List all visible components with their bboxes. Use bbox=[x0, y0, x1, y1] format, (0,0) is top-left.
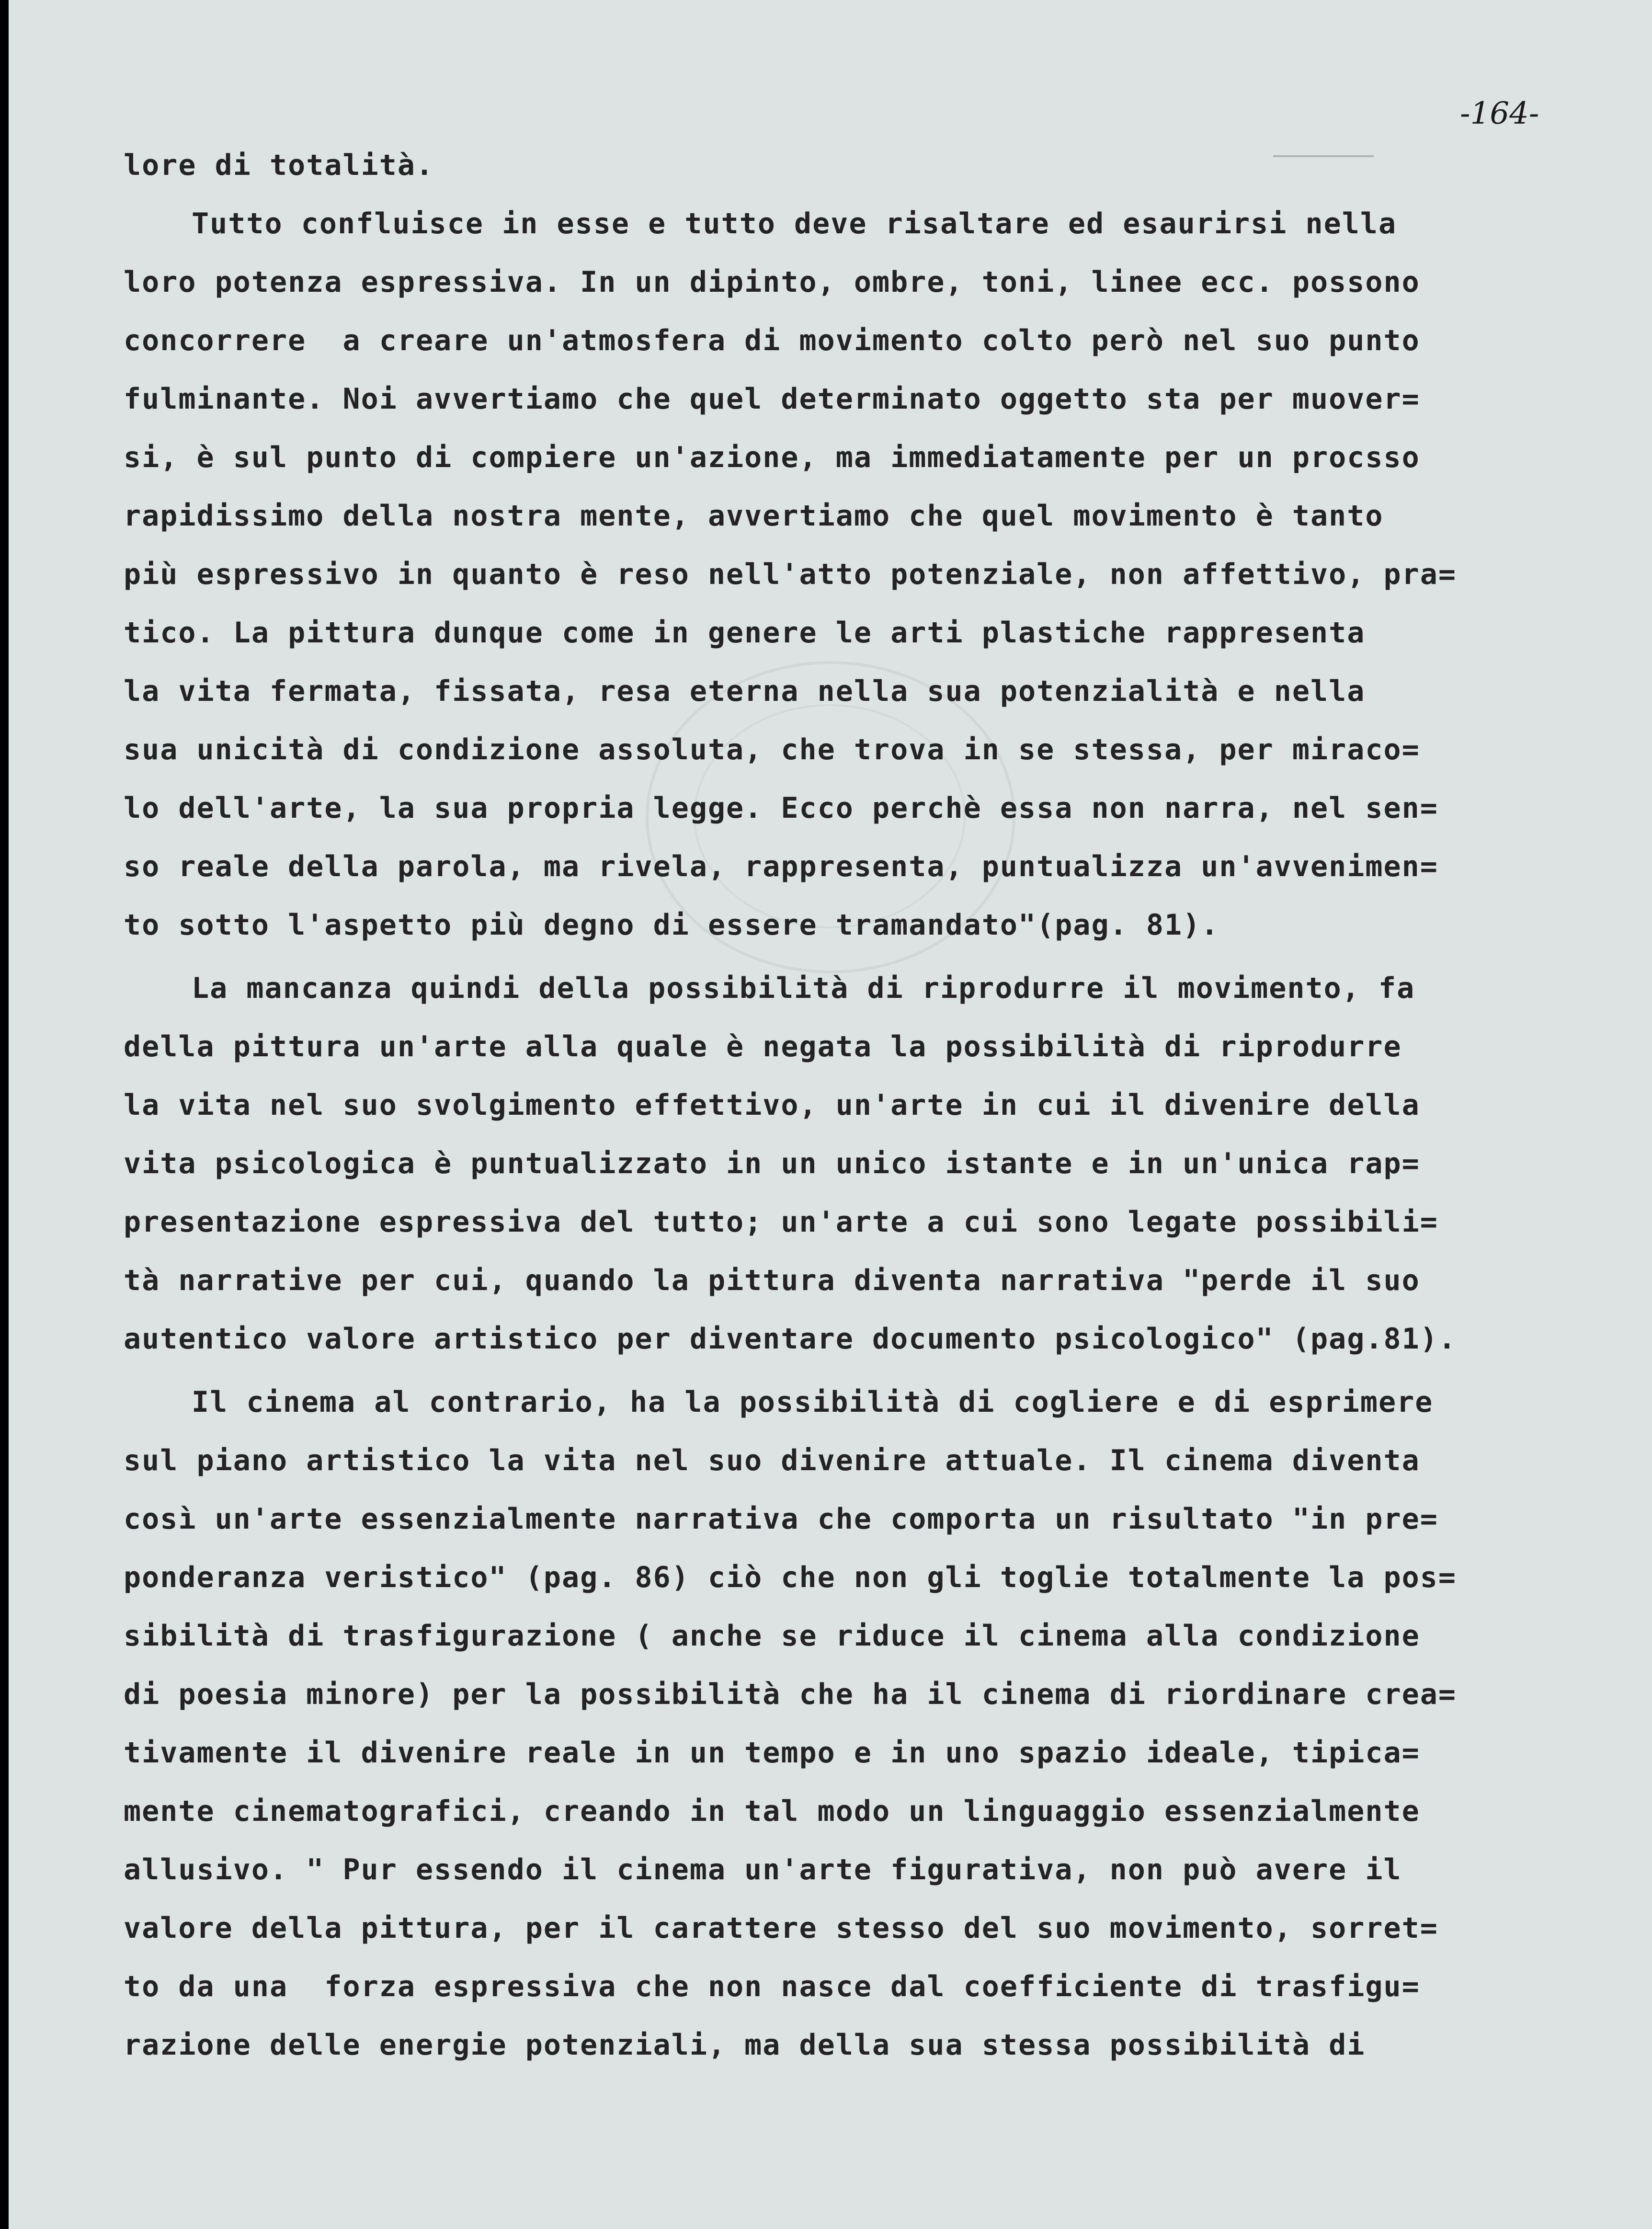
text-line: La mancanza quindi della possibilità di riprodurre il movimento, fa bbox=[192, 972, 1415, 1005]
text-line: Il cinema al contrario, ha la possibilità di cogliere e di esprimere bbox=[192, 1385, 1434, 1419]
text-line: autentico valore artistico per diventare documento psicologico" (pag.81). bbox=[124, 1322, 1457, 1356]
text-line: valore della pittura, per il carattere stesso del suo movimento, sorret= bbox=[124, 1911, 1438, 1945]
text-line: loro potenza espressiva. In un dipinto, ombre, toni, linee ecc. possono bbox=[124, 265, 1420, 299]
text-line: concorrere a creare un'atmosfera di movimento colto però nel suo punto bbox=[124, 324, 1420, 357]
text-line: la vita nel suo svolgimento effettivo, un'arte in cui il divenire della bbox=[124, 1088, 1420, 1122]
text-line: tivamente il divenire reale in un tempo e in uno spazio ideale, tipica= bbox=[124, 1736, 1420, 1770]
text-line: si, è sul punto di compiere un'azione, ma immediatamente per un procsso bbox=[124, 441, 1420, 474]
text-line: lo dell'arte, la sua propria legge. Ecco perchè essa non narra, nel sen= bbox=[124, 791, 1438, 825]
text-line: lore di totalità. bbox=[124, 149, 434, 182]
text-line: to sotto l'aspetto più degno di essere tramandato"(pag. 81). bbox=[124, 908, 1219, 942]
text-line: sul piano artistico la vita nel suo divenire attuale. Il cinema diventa bbox=[124, 1444, 1420, 1477]
text-line: tà narrative per cui, quando la pittura diventa narrativa "perde il suo bbox=[124, 1264, 1420, 1297]
text-line: più espressivo in quanto è reso nell'atto potenziale, non affettivo, pra= bbox=[124, 558, 1457, 591]
document-page bbox=[9, 0, 1652, 2229]
text-line: la vita fermata, fissata, resa eterna nella sua potenzialità e nella bbox=[124, 674, 1366, 708]
text-line: fulminante. Noi avvertiamo che quel determinato oggetto sta per muover= bbox=[124, 382, 1420, 416]
text-line: vita psicologica è puntualizzato in un unico istante e in un'unica rap= bbox=[124, 1147, 1420, 1180]
page-number: -164- bbox=[1460, 96, 1539, 131]
text-line: rapidissimo della nostra mente, avvertiamo che quel movimento è tanto bbox=[124, 499, 1384, 533]
text-line: allusivo. " Pur essendo il cinema un'arte figurativa, non può avere il bbox=[124, 1853, 1402, 1886]
text-line: mente cinematografici, creando in tal modo un linguaggio essenzialmente bbox=[124, 1795, 1420, 1828]
text-line: so reale della parola, ma rivela, rappresenta, puntualizza un'avvenimen= bbox=[124, 850, 1438, 883]
text-line: razione delle energie potenziali, ma della sua stessa possibilità di bbox=[124, 2028, 1366, 2062]
text-line: presentazione espressiva del tutto; un'arte a cui sono legate possibili= bbox=[124, 1205, 1438, 1239]
text-line: di poesia minore) per la possibilità che ha il cinema di riordinare crea= bbox=[124, 1678, 1457, 1711]
text-line: ponderanza veristico" (pag. 86) ciò che non gli toglie totalmente la pos= bbox=[124, 1561, 1457, 1594]
text-line: della pittura un'arte alla quale è negata la possibilità di riprodurre bbox=[124, 1030, 1402, 1063]
text-line: Tutto confluisce in esse e tutto deve risaltare ed esaurirsi nella bbox=[192, 207, 1397, 240]
ink-smudge bbox=[1273, 155, 1374, 157]
text-line: sua unicità di condizione assoluta, che trova in se stessa, per miraco= bbox=[124, 733, 1420, 766]
text-line: tico. La pittura dunque come in genere le arti plastiche rappresenta bbox=[124, 616, 1366, 650]
text-line: to da una forza espressiva che non nasce dal coefficiente di trasfigu= bbox=[124, 1970, 1420, 2003]
text-line: così un'arte essenzialmente narrativa che comporta un risultato "in pre= bbox=[124, 1502, 1438, 1536]
text-line: sibilità di trasfigurazione ( anche se riduce il cinema alla condizione bbox=[124, 1619, 1420, 1653]
